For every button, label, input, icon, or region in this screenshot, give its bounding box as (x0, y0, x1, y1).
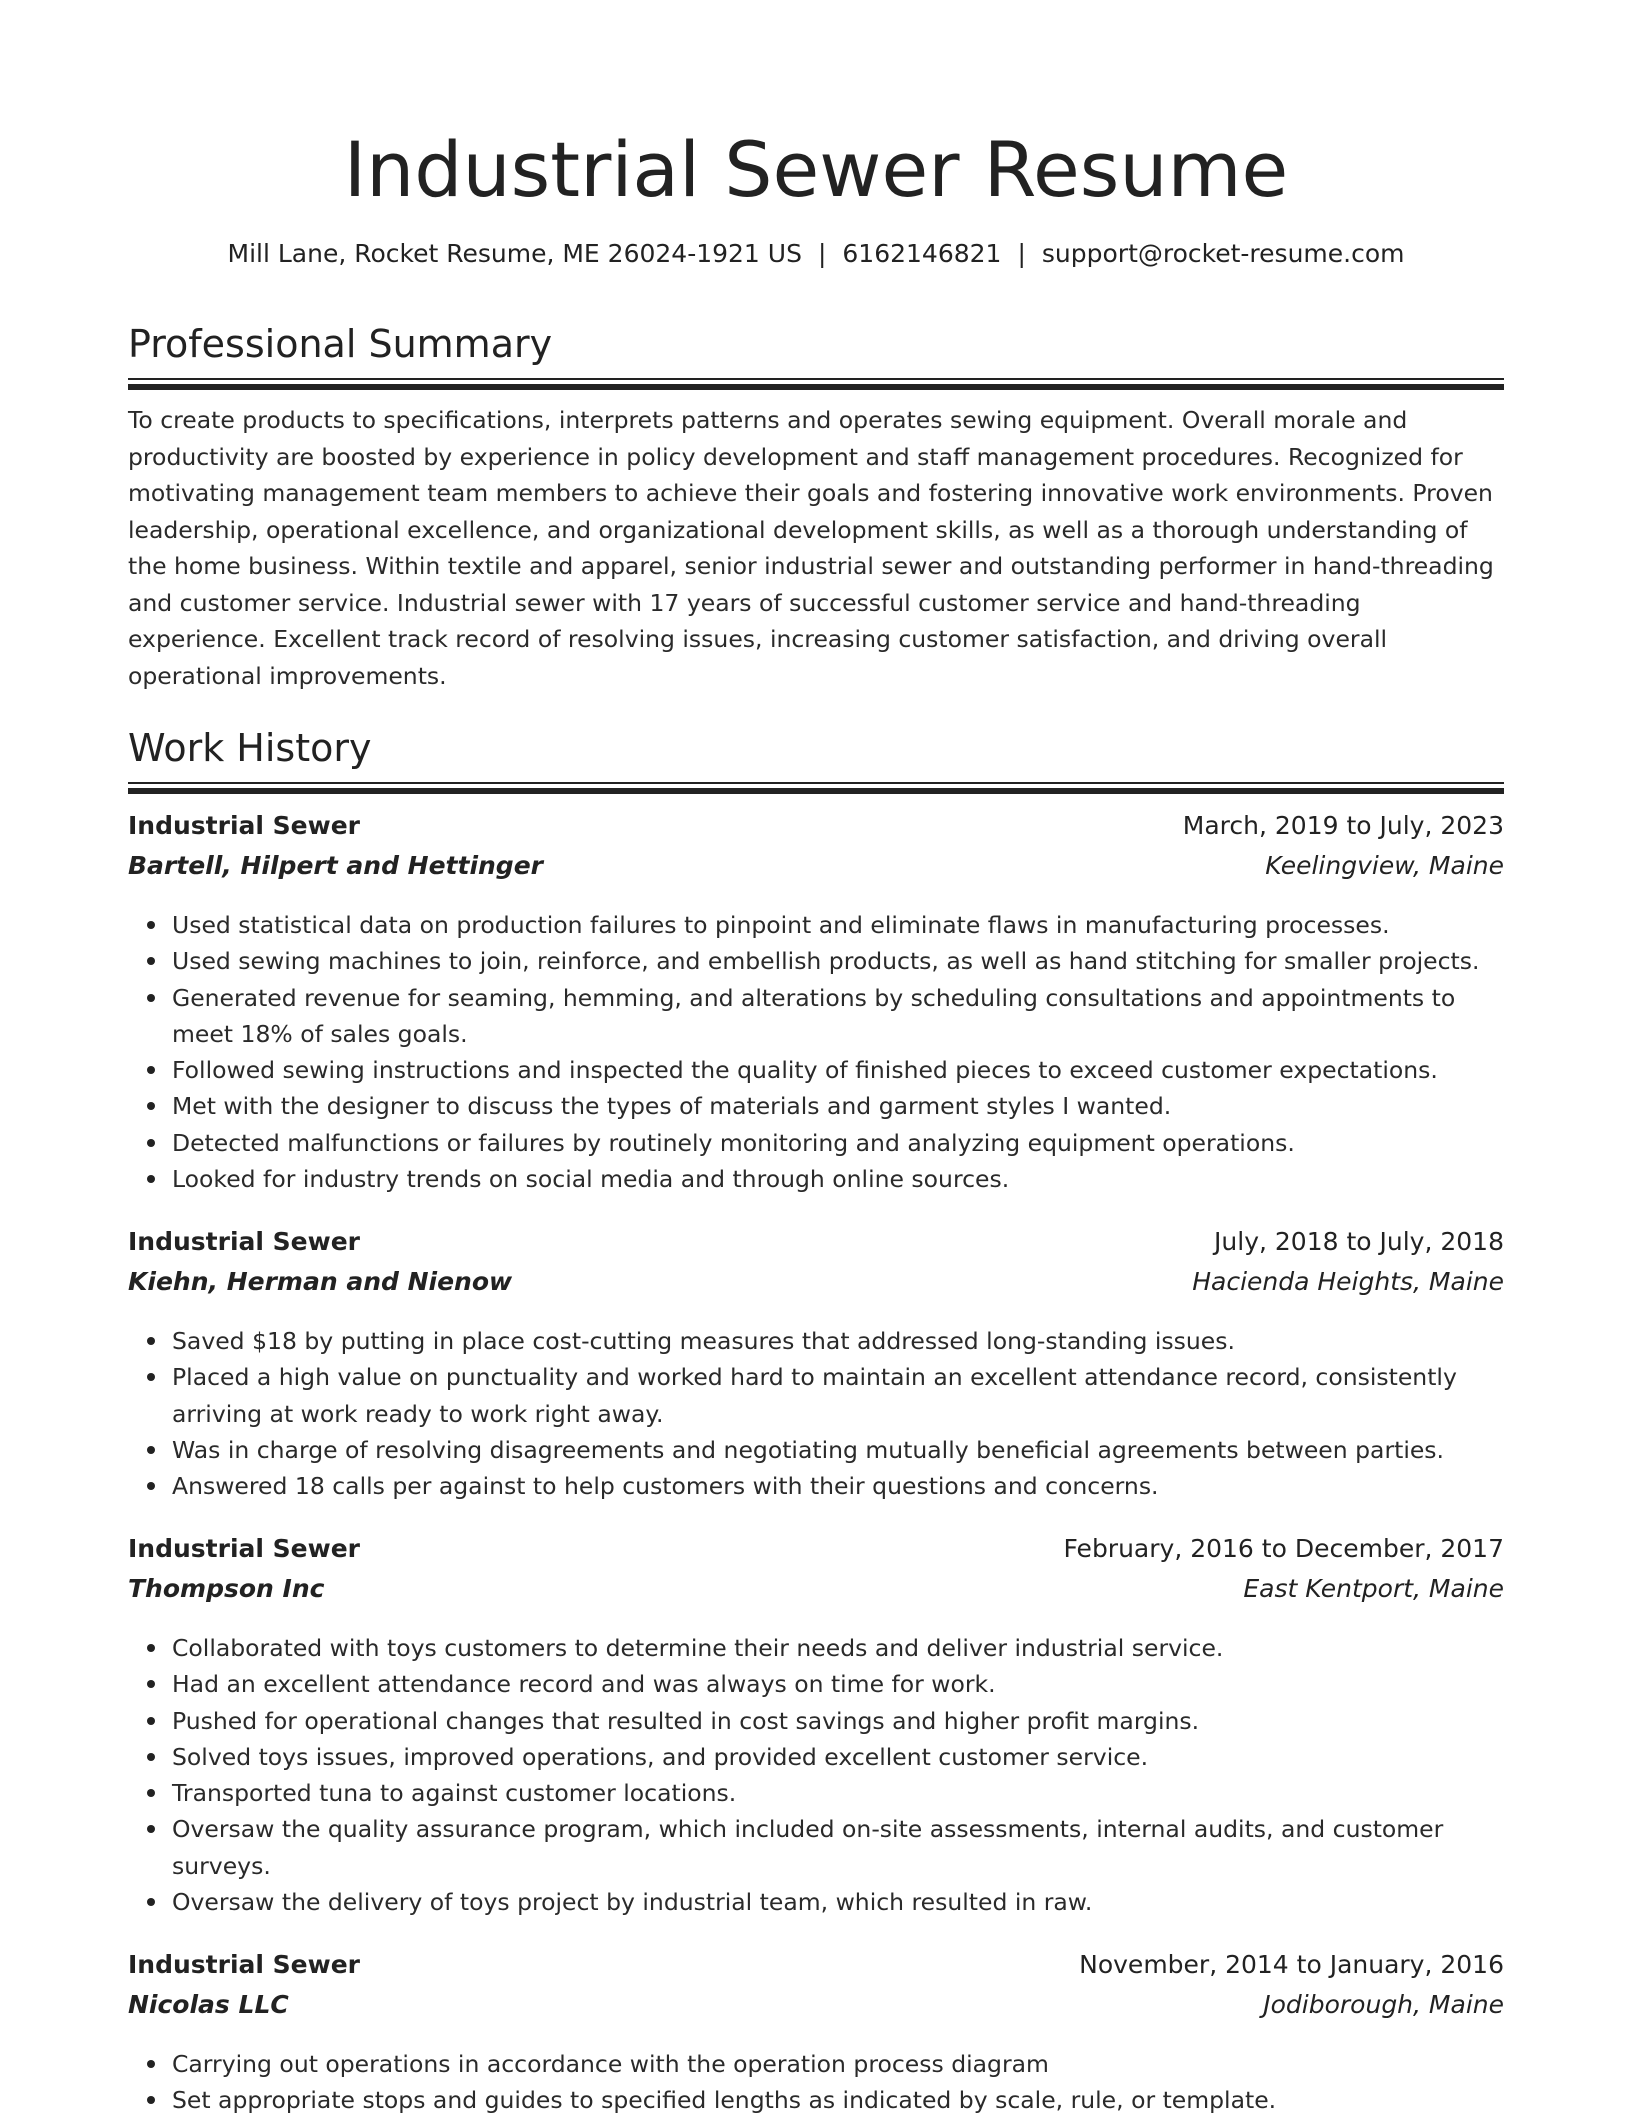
contact-separator: | (817, 239, 827, 268)
job-title: Industrial Sewer (128, 1534, 361, 1563)
job-subheader (128, 1574, 1504, 1614)
job-header (128, 1534, 1504, 1574)
job-bullet: Generated revenue for seaming, hemming, and alterations by scheduling consultations and appointments to meet 18% of sales goals. (172, 980, 1504, 1053)
contact-separator: | (1017, 239, 1026, 268)
section-heading: Work History (128, 726, 372, 770)
job-bullet: Carrying out operations in accordance with the operation process diagram (172, 2046, 1504, 2082)
job-bullet: Looked for industry trends on social media and through online sources. (172, 1161, 1504, 1197)
job-header (128, 1950, 1504, 1990)
section-heading: Professional Summary (128, 322, 553, 366)
job-dates: March, 2019 to July, 2023 (1182, 811, 1504, 840)
section-divider-thick (128, 788, 1504, 794)
job-company: Nicolas LLC (128, 1990, 289, 2019)
job-dates: November, 2014 to January, 2016 (1079, 1950, 1504, 1979)
job-location: East Kentport, Maine (1243, 1574, 1504, 1603)
contact-address: Mill Lane, Rocket Resume, ME 26024-1921 US (227, 239, 802, 268)
job-bullet: Solved toys issues, improved operations, and provided excellent customer service. (172, 1739, 1504, 1775)
job-bullet: Used statistical data on production failures to pinpoint and eliminate flaws in manufacturing processes. (172, 907, 1504, 943)
job-title: Industrial Sewer (128, 1950, 361, 1979)
job-bullet: Oversaw the quality assurance program, which included on-site assessments, internal audits, and customer surveys. (172, 1811, 1504, 1884)
job-company: Thompson Inc (128, 1574, 325, 1603)
job-subheader (128, 851, 1504, 891)
job-bullet: Answered 18 calls per against to help customers with their questions and concerns. (172, 1468, 1504, 1504)
job-bullet: Saved $18 by putting in place cost-cutting measures that addressed long-standing issues. (172, 1323, 1504, 1359)
job-bullets (128, 1630, 1504, 1920)
job-bullets (128, 1323, 1504, 1504)
job-subheader (128, 1990, 1504, 2030)
section-divider (128, 378, 1504, 380)
job-bullet: Set appropriate stops and guides to specified lengths as indicated by scale, rule, or template. (172, 2082, 1504, 2118)
contact-line (128, 236, 1504, 272)
job-bullets (128, 907, 1504, 1197)
job-company: Kiehn, Herman and Nienow (128, 1267, 513, 1296)
job-dates: February, 2016 to December, 2017 (1063, 1534, 1504, 1563)
contact-phone: 6162146821 (842, 239, 1002, 268)
section-divider (128, 782, 1504, 784)
job-title: Industrial Sewer (128, 1227, 361, 1256)
job-bullet: Detected malfunctions or failures by routinely monitoring and analyzing equipment operations. (172, 1125, 1504, 1161)
job-dates: July, 2018 to July, 2018 (1214, 1227, 1504, 1256)
job-entry (128, 1534, 1504, 1920)
job-location: Jodiborough, Maine (1263, 1990, 1504, 2019)
job-header (128, 811, 1504, 851)
job-bullet: Oversaw the delivery of toys project by industrial team, which resulted in raw. (172, 1884, 1504, 1920)
job-bullet: Transported tuna to against customer locations. (172, 1775, 1504, 1811)
job-bullet: Was in charge of resolving disagreements and negotiating mutually beneficial agreements between parties. (172, 1432, 1504, 1468)
job-bullet: Met with the designer to discuss the types of materials and garment styles I wanted. (172, 1088, 1504, 1124)
job-entry (128, 811, 1504, 1197)
job-title: Industrial Sewer (128, 811, 361, 840)
job-bullet: Collaborated with toys customers to determine their needs and deliver industrial service. (172, 1630, 1504, 1666)
job-location: Keelingview, Maine (1265, 851, 1504, 880)
resume-title: Industrial Sewer Resume (343, 125, 1289, 214)
job-header (128, 1227, 1504, 1267)
work-history-section (128, 722, 1504, 794)
professional-summary-section (128, 318, 1504, 694)
job-bullets (128, 2046, 1504, 2119)
job-company: Bartell, Hilpert and Hettinger (128, 851, 543, 880)
job-bullet: Used sewing machines to join, reinforce, and embellish products, as well as hand stitching for smaller projects. (172, 943, 1504, 979)
job-subheader (128, 1267, 1504, 1307)
job-entry (128, 1950, 1504, 2119)
section-divider-thick (128, 384, 1504, 390)
job-entry (128, 1227, 1504, 1504)
job-bullet: Placed a high value on punctuality and worked hard to maintain an excellent attendance record, consistently arriving at work ready to work right away. (172, 1359, 1504, 1432)
job-bullet: Pushed for operational changes that resulted in cost savings and higher profit margins. (172, 1703, 1504, 1739)
summary-paragraph: To create products to specifications, interprets patterns and operates sewing equipment. Overall morale and productivity are boosted by experience in policy development and staff management procedures. Recognized for motivating management team members to achieve their goals and fostering innovative work environments. Proven leadership, operational excellence, and organizational development skills, as well as a thorough understanding of the home business. Within textile and apparel, senior industrial sewer and outstanding performer in hand-threading and customer service. Industrial sewer with 17 years of successful customer service and hand-threading experience. Excellent track record of resolving issues, increasing customer satisfaction, and driving overall operational improvements. (128, 406, 1494, 690)
job-bullet: Followed sewing instructions and inspected the quality of finished pieces to exceed customer expectations. (172, 1052, 1504, 1088)
contact-email: support@rocket-resume.com (1041, 239, 1405, 268)
job-location: Hacienda Heights, Maine (1192, 1267, 1504, 1296)
job-bullet: Had an excellent attendance record and was always on time for work. (172, 1666, 1504, 1702)
